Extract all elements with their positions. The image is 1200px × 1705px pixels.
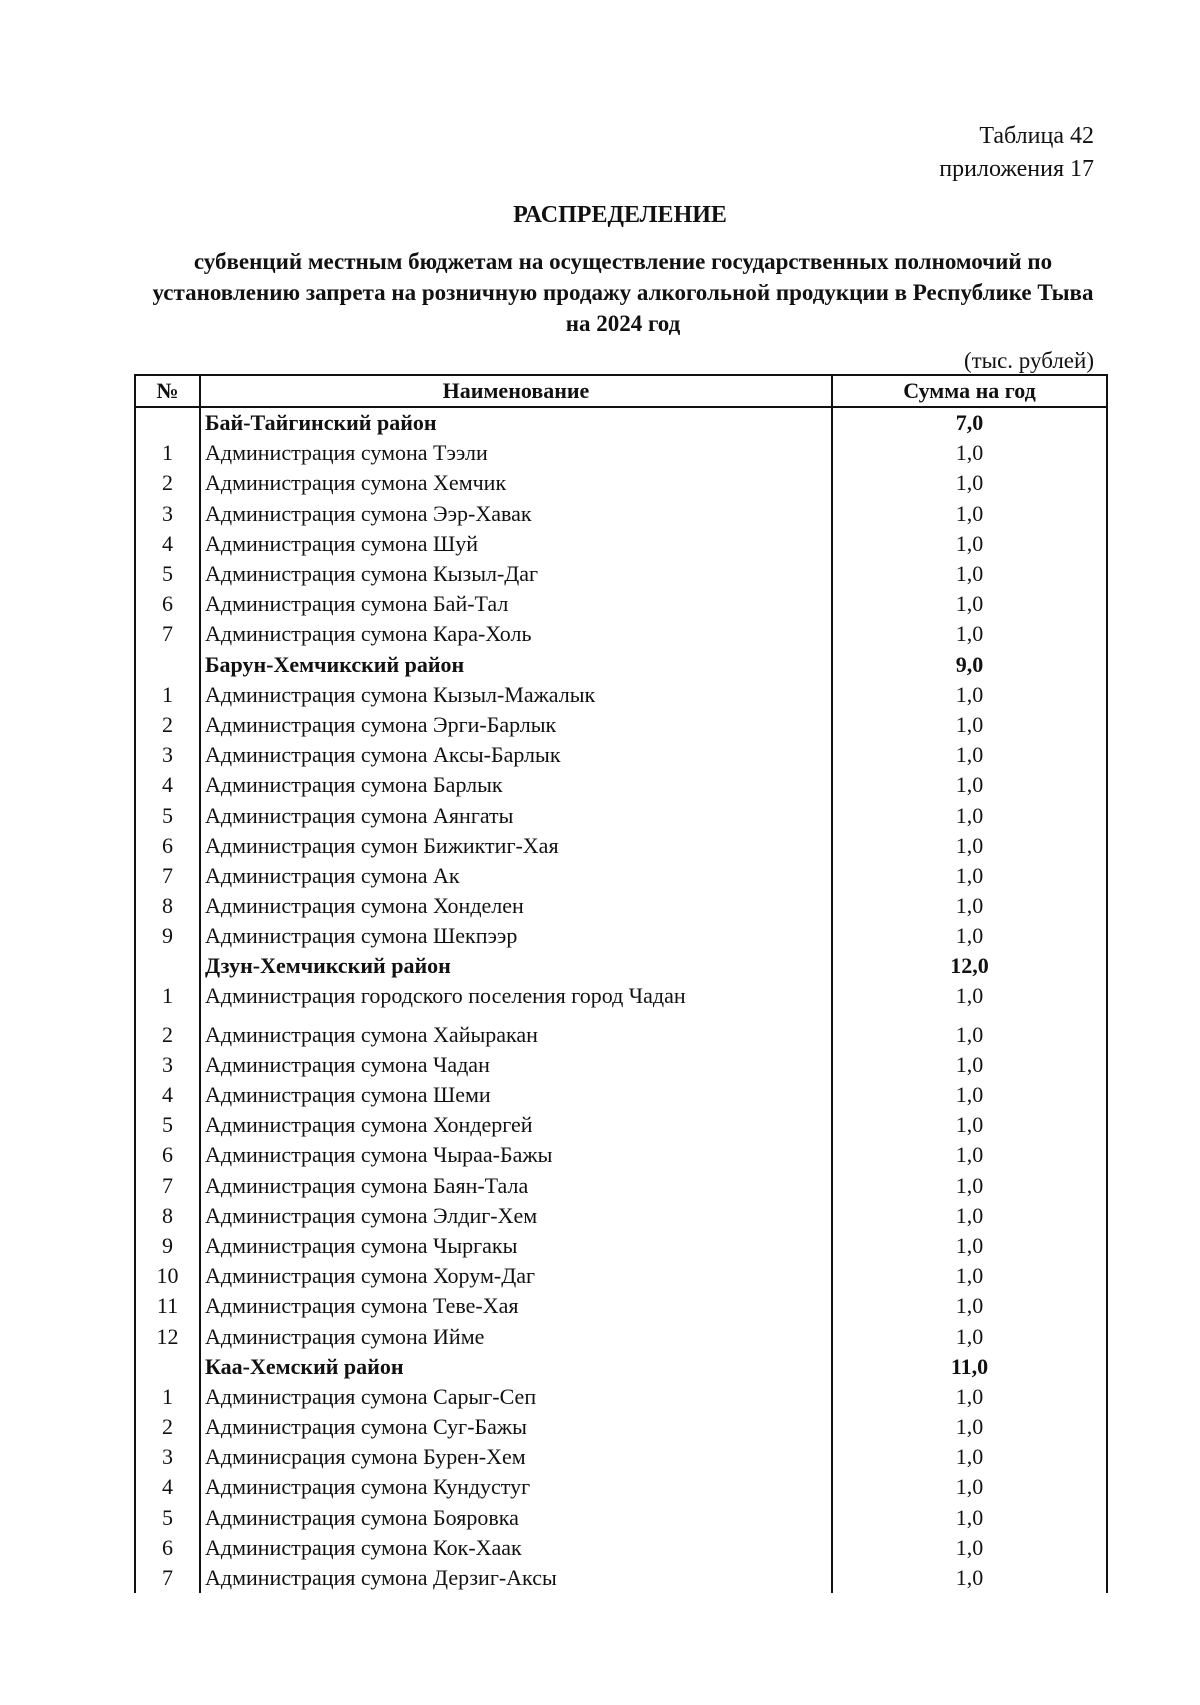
row-name: Администрация сумона Бояровка — [200, 1503, 832, 1533]
row-name: Администрация сумона Баян-Тала — [200, 1171, 832, 1201]
row-sum: 1,0 — [832, 1020, 1107, 1050]
table-row — [135, 1472, 1107, 1502]
row-number: 12 — [135, 1321, 200, 1351]
table-row — [135, 1140, 1107, 1170]
row-number: 2 — [135, 468, 200, 498]
row-name: Администрация сумона Суг-Бажы — [200, 1412, 832, 1442]
row-number: 3 — [135, 740, 200, 770]
table-row — [135, 1201, 1107, 1231]
table-row — [135, 619, 1107, 649]
table-row — [135, 1563, 1107, 1593]
row-number: 9 — [135, 921, 200, 951]
row-number: 5 — [135, 559, 200, 589]
row-number: 4 — [135, 770, 200, 800]
table-row — [135, 559, 1107, 589]
row-name: Каа-Хемский район — [200, 1352, 832, 1382]
row-name: Барун-Хемчикский район — [200, 650, 832, 680]
table-row — [135, 1442, 1107, 1472]
appendix-number: приложения 17 — [939, 156, 1094, 182]
row-sum: 1,0 — [832, 1321, 1107, 1351]
table-body — [135, 407, 1107, 1593]
row-sum: 1,0 — [832, 680, 1107, 710]
row-number: 8 — [135, 1201, 200, 1231]
table-row — [135, 770, 1107, 800]
row-number: 2 — [135, 1020, 200, 1050]
row-sum: 1,0 — [832, 559, 1107, 589]
row-name: Администрация сумона Кара-Холь — [200, 619, 832, 649]
row-name: Администрация сумона Кызыл-Мажалык — [200, 680, 832, 710]
table-row — [135, 438, 1107, 468]
district-row — [135, 407, 1107, 438]
row-number: 6 — [135, 589, 200, 619]
district-row — [135, 650, 1107, 680]
row-number: 7 — [135, 1171, 200, 1201]
row-name: Администрация сумона Аксы-Барлык — [200, 740, 832, 770]
row-sum: 1,0 — [832, 1442, 1107, 1472]
row-sum: 1,0 — [832, 619, 1107, 649]
row-sum: 1,0 — [832, 1563, 1107, 1593]
row-name: Администрация сумона Бай-Тал — [200, 589, 832, 619]
row-sum: 1,0 — [832, 1110, 1107, 1140]
row-sum: 1,0 — [832, 1503, 1107, 1533]
row-name: Администрация сумона Дерзиг-Аксы — [200, 1563, 832, 1593]
row-sum: 1,0 — [832, 1382, 1107, 1412]
row-sum: 11,0 — [832, 1352, 1107, 1382]
row-name: Дзун-Хемчикский район — [200, 951, 832, 981]
row-number — [135, 951, 200, 981]
table-row — [135, 1171, 1107, 1201]
row-sum: 1,0 — [832, 831, 1107, 861]
row-number: 3 — [135, 499, 200, 529]
row-number: 2 — [135, 710, 200, 740]
table-row — [135, 499, 1107, 529]
row-sum: 1,0 — [832, 1080, 1107, 1110]
row-name: Администрация сумона Хайыракан — [200, 1020, 832, 1050]
row-sum: 1,0 — [832, 589, 1107, 619]
row-number: 3 — [135, 1442, 200, 1472]
row-sum: 1,0 — [832, 1201, 1107, 1231]
row-sum: 1,0 — [832, 499, 1107, 529]
row-number: 2 — [135, 1412, 200, 1442]
table-row — [135, 1050, 1107, 1080]
row-name: Администрация сумона Тээли — [200, 438, 832, 468]
row-sum: 1,0 — [832, 1533, 1107, 1563]
row-sum: 1,0 — [832, 770, 1107, 800]
row-sum: 1,0 — [832, 1472, 1107, 1502]
row-name: Администрация сумона Шеми — [200, 1080, 832, 1110]
row-name: Бай-Тайгинский район — [200, 407, 832, 438]
row-number: 6 — [135, 831, 200, 861]
row-number: 5 — [135, 1503, 200, 1533]
table-row — [135, 740, 1107, 770]
row-sum: 1,0 — [832, 1050, 1107, 1080]
row-sum: 1,0 — [832, 921, 1107, 951]
row-sum: 1,0 — [832, 1412, 1107, 1442]
table-row — [135, 589, 1107, 619]
row-sum: 9,0 — [832, 650, 1107, 680]
row-sum: 1,0 — [832, 1171, 1107, 1201]
table-row — [135, 1261, 1107, 1291]
row-name: Администрация сумона Сарыг-Сеп — [200, 1382, 832, 1412]
table-row — [135, 1231, 1107, 1261]
row-name: Администрация сумона Шуй — [200, 529, 832, 559]
row-number: 7 — [135, 1563, 200, 1593]
table-row — [135, 1020, 1107, 1050]
table-row — [135, 1291, 1107, 1321]
row-name: Администрация сумона Теве-Хая — [200, 1291, 832, 1321]
table-row — [135, 1110, 1107, 1140]
row-number: 7 — [135, 619, 200, 649]
row-number: 7 — [135, 861, 200, 891]
row-number: 5 — [135, 800, 200, 830]
row-name: Администрация сумона Эрги-Барлык — [200, 710, 832, 740]
row-sum: 1,0 — [832, 800, 1107, 830]
table-reference — [939, 120, 1094, 186]
column-header-number: № — [135, 375, 200, 407]
units-label: (тыс. рублей) — [963, 348, 1094, 373]
row-name: Администрация сумона Кундустуг — [200, 1472, 832, 1502]
row-name: Администрация сумона Аянгаты — [200, 800, 832, 830]
table-header-row — [135, 375, 1107, 407]
row-name: Администрация сумона Чыраа-Бажы — [200, 1140, 832, 1170]
table-row — [135, 921, 1107, 951]
row-name: Администрация сумона Кызыл-Даг — [200, 559, 832, 589]
row-number: 10 — [135, 1261, 200, 1291]
table-row — [135, 1533, 1107, 1563]
row-name: Администрация сумона Хемчик — [200, 468, 832, 498]
row-sum: 12,0 — [832, 951, 1107, 981]
row-sum: 1,0 — [832, 891, 1107, 921]
row-name: Администрация сумона Чадан — [200, 1050, 832, 1080]
row-name: Администрация городского поселения город Чадан — [200, 982, 832, 1020]
table-number: Таблица 42 — [979, 123, 1094, 149]
row-sum: 1,0 — [832, 438, 1107, 468]
row-name: Администрация сумона Кок-Хаак — [200, 1533, 832, 1563]
document-title: РАСПРЕДЕЛЕНИЕ — [513, 202, 727, 228]
table-row — [135, 891, 1107, 921]
row-sum: 1,0 — [832, 529, 1107, 559]
row-sum: 1,0 — [832, 1231, 1107, 1261]
district-row — [135, 1352, 1107, 1382]
table-row — [135, 468, 1107, 498]
row-name: Администрация сумона Ак — [200, 861, 832, 891]
row-name: Администрация сумона Хонделен — [200, 891, 832, 921]
row-sum: 1,0 — [832, 740, 1107, 770]
table-row — [135, 529, 1107, 559]
row-number: 1 — [135, 680, 200, 710]
table-row — [135, 680, 1107, 710]
document-subtitle: субвенций местным бюджетам на осуществление государственных полномочий по установлению запрета на розничную продажу алкогольной продукции в Республике Тыва на 2024 год — [152, 249, 1094, 336]
row-number: 8 — [135, 891, 200, 921]
row-sum: 7,0 — [832, 407, 1107, 438]
table-row — [135, 1503, 1107, 1533]
row-sum: 1,0 — [832, 861, 1107, 891]
row-number: 3 — [135, 1050, 200, 1080]
row-name: Администрация сумона Хондергей — [200, 1110, 832, 1140]
row-name: Администрация сумона Чыргакы — [200, 1231, 832, 1261]
row-sum: 1,0 — [832, 982, 1107, 1020]
row-number: 11 — [135, 1291, 200, 1321]
row-number: 1 — [135, 438, 200, 468]
row-name: Администрация сумона Ээр-Хавак — [200, 499, 832, 529]
table-row — [135, 1321, 1107, 1351]
row-number: 6 — [135, 1140, 200, 1170]
row-name: Администрация сумона Хорум-Даг — [200, 1261, 832, 1291]
row-sum: 1,0 — [832, 1291, 1107, 1321]
row-number: 4 — [135, 1472, 200, 1502]
table-row — [135, 710, 1107, 740]
row-number: 1 — [135, 982, 200, 1020]
row-sum: 1,0 — [832, 1261, 1107, 1291]
row-number: 1 — [135, 1382, 200, 1412]
row-number: 4 — [135, 1080, 200, 1110]
row-number — [135, 650, 200, 680]
row-sum: 1,0 — [832, 710, 1107, 740]
row-name: Администрация сумон Бижиктиг-Хая — [200, 831, 832, 861]
row-sum: 1,0 — [832, 468, 1107, 498]
row-name: Администрация сумона Шекпээр — [200, 921, 832, 951]
row-number: 5 — [135, 1110, 200, 1140]
row-number: 9 — [135, 1231, 200, 1261]
table-row — [135, 1382, 1107, 1412]
row-sum: 1,0 — [832, 1140, 1107, 1170]
column-header-name: Наименование — [200, 375, 832, 407]
row-name: Админисрация сумона Бурен-Хем — [200, 1442, 832, 1472]
table-row — [135, 1080, 1107, 1110]
row-number — [135, 407, 200, 438]
row-name: Администрация сумона Барлык — [200, 770, 832, 800]
table-row — [135, 1412, 1107, 1442]
row-number: 4 — [135, 529, 200, 559]
distribution-table — [134, 374, 1108, 1593]
table-row — [135, 861, 1107, 891]
row-name: Администрация сумона Элдиг-Хем — [200, 1201, 832, 1231]
column-header-sum: Сумма на год — [832, 375, 1107, 407]
table-row — [135, 800, 1107, 830]
district-row — [135, 951, 1107, 981]
row-number: 6 — [135, 1533, 200, 1563]
row-number — [135, 1352, 200, 1382]
table-row — [135, 831, 1107, 861]
row-name: Администрация сумона Ийме — [200, 1321, 832, 1351]
table-row — [135, 982, 1107, 1020]
